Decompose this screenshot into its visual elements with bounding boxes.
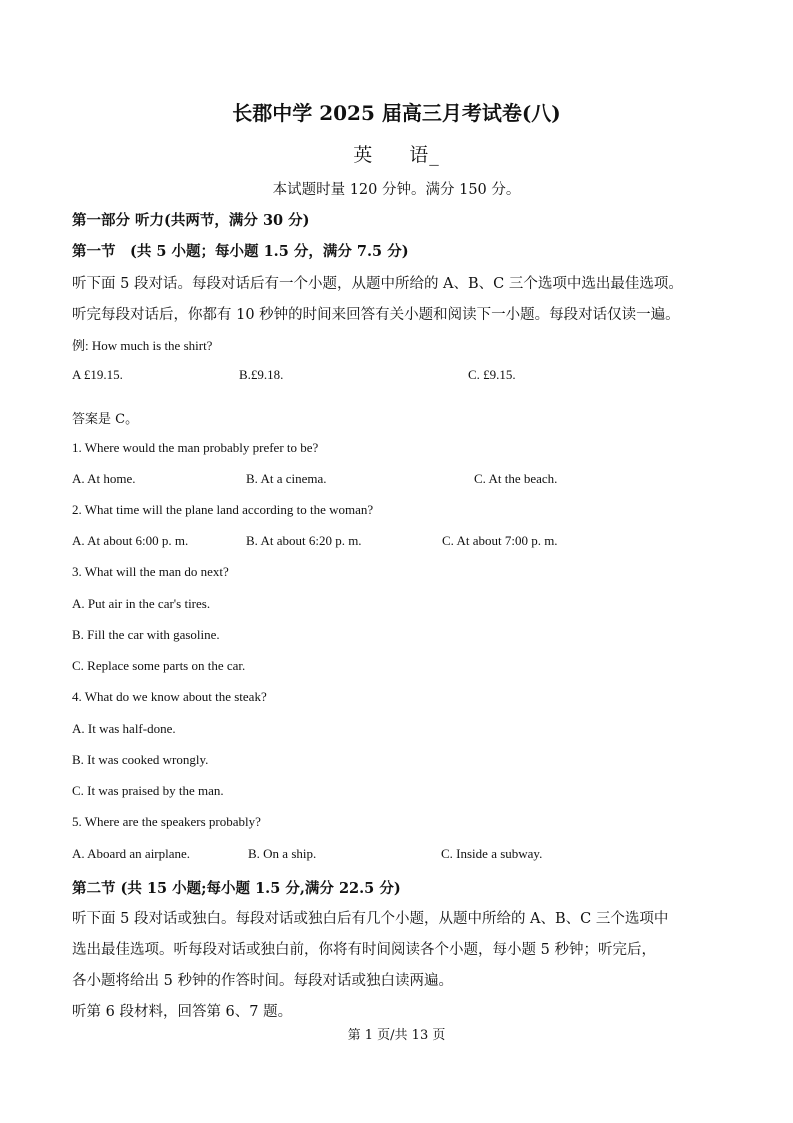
subject-char-2: 语_: [409, 144, 440, 166]
example-option-b: B.£9.18.: [239, 367, 284, 382]
question-3: 3. What will the man do next?: [72, 564, 229, 579]
subject-char-1: 英: [353, 144, 374, 166]
q4-option-c: C. It was praised by the man.: [72, 783, 224, 798]
q2-option-a: A. At about 6:00 p. m.: [72, 533, 189, 548]
example-question: 例: How much is the shirt?: [72, 338, 213, 353]
q5-option-b: B. On a ship.: [248, 846, 317, 861]
q3-option-b: B. Fill the car with gasoline.: [72, 627, 220, 642]
exam-title: 长郡中学 2025 届高三月考试卷(八): [232, 101, 561, 125]
page-number: 第 1 页/共 13 页: [347, 1028, 446, 1043]
exam-info: 本试题时量 120 分钟。满分 150 分。: [272, 182, 521, 198]
question-2: 2. What time will the plane land according to the woman?: [72, 502, 374, 517]
question-1: 1. Where would the man probably prefer to be?: [72, 440, 319, 455]
q3-option-c: C. Replace some parts on the car.: [72, 658, 246, 673]
question-4: 4. What do we know about the steak?: [72, 689, 267, 704]
section2-line-1: 听下面 5 段对话或独白。每段对话或独白后有几个小题，从题中所给的 A、B、C 三个选项中: [72, 911, 669, 927]
section2-line-4: 听第 6 段材料，回答第 6、7 题。: [72, 1004, 293, 1020]
q1-option-a: A. At home.: [72, 471, 136, 486]
section2-line-3: 各小题将给出 5 秒钟的作答时间。每段对话或独白读两遍。: [72, 973, 453, 989]
q1-option-c: C. At the beach.: [474, 471, 558, 486]
section2-line-2: 选出最佳选项。听每段对话或独白前，你将有时间阅读各个小题，每小题 5 秒钟；听完后，: [72, 942, 656, 958]
instruction-line-2: 听完每段对话后，你都有 10 秒钟的时间来回答有关小题和阅读下一小题。每段对话仅读一遍。: [72, 307, 680, 323]
q2-option-b: B. At about 6:20 p. m.: [246, 533, 362, 548]
section1-heading: 第一节 (共 5 小题；每小题 1.5 分，满分 7.5 分): [72, 243, 409, 260]
q4-option-a: A. It was half-done.: [72, 721, 176, 736]
q2-option-c: C. At about 7:00 p. m.: [442, 533, 558, 548]
part1-heading: 第一部分 听力(共两节，满分 30 分): [72, 212, 310, 229]
q1-option-b: B. At a cinema.: [246, 471, 327, 486]
q4-option-b: B. It was cooked wrongly.: [72, 752, 209, 767]
instruction-line-1: 听下面 5 段对话。每段对话后有一个小题，从题中所给的 A、B、C 三个选项中选出最佳选项。: [72, 276, 683, 292]
example-option-c: C. £9.15.: [468, 367, 516, 382]
question-5: 5. Where are the speakers probably?: [72, 814, 261, 829]
q5-option-c: C. Inside a subway.: [441, 846, 543, 861]
example-option-a: A £19.15.: [72, 367, 123, 382]
subject-title: [0, 140, 793, 167]
q3-option-a: A. Put air in the car's tires.: [72, 596, 211, 611]
example-answer: 答案是 C。: [72, 412, 139, 427]
section2-heading: 第二节 (共 15 小题;每小题 1.5 分,满分 22.5 分): [72, 880, 401, 897]
q5-option-a: A. Aboard an airplane.: [72, 846, 191, 861]
